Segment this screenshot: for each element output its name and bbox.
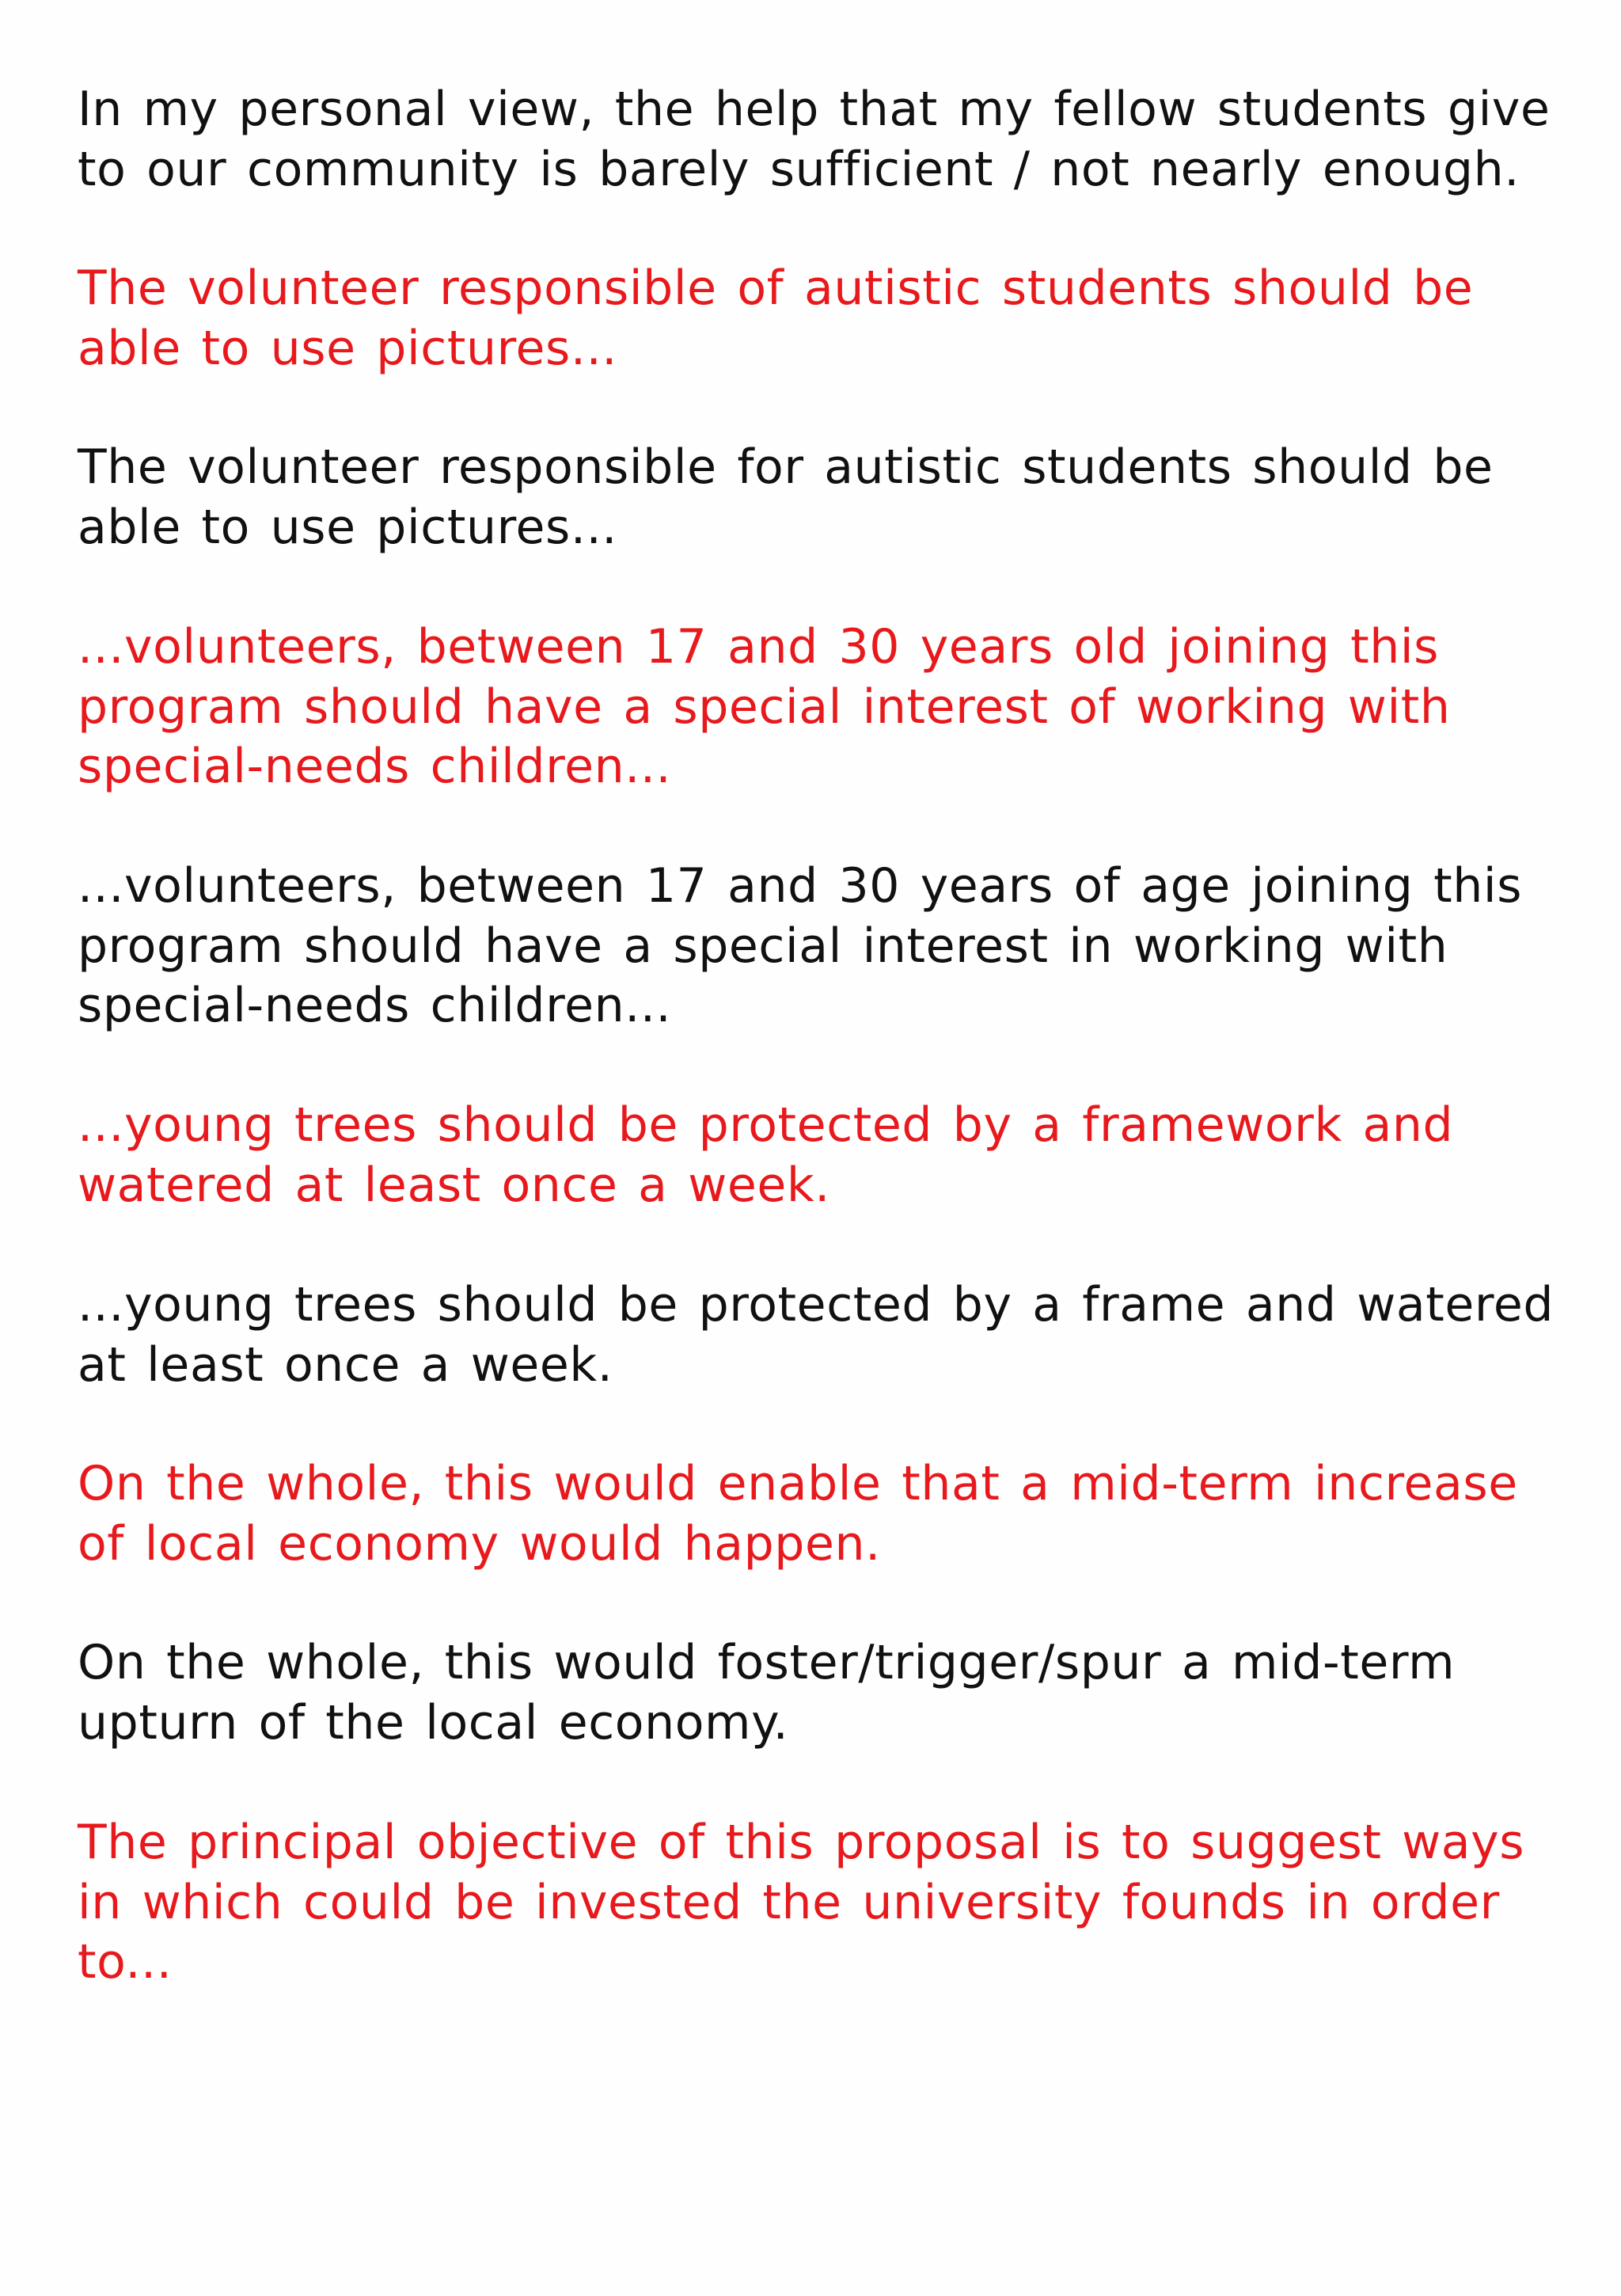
text-line: The volunteer responsible for autistic students should be [78,439,1494,495]
paragraph-corrected [78,1275,1581,1395]
paragraph-incorrect [78,1454,1581,1574]
paragraph-corrected [78,1633,1581,1753]
text-line: ...volunteers, between 17 and 30 years old joining this [78,619,1440,675]
text-line: On the whole, this would foster/trigger/spur a mid-term [78,1635,1456,1690]
text-line: watered at least once a week. [78,1157,830,1213]
text-line: in which could be invested the university founds in order [78,1874,1500,1930]
text-line: program should have a special interest of working with [78,679,1451,735]
text-line: In my personal view, the help that my fellow students give [78,82,1551,137]
text-line: program should have a special interest in working with [78,918,1448,974]
text-line: able to use pictures... [78,499,617,555]
paragraph-incorrect [78,618,1581,797]
text-line: upturn of the local economy. [78,1694,789,1751]
paragraph-corrected [78,857,1581,1036]
text-line: to... [78,1934,173,1990]
text-line: The volunteer responsible of autistic students should be [78,260,1474,316]
text-line: of local economy would happen. [78,1515,881,1572]
text-line: special-needs children... [78,978,672,1033]
text-line: special-needs children... [78,739,672,794]
text-line: at least once a week. [78,1336,613,1393]
text-line: ...volunteers, between 17 and 30 years of age joining this [78,858,1523,914]
text-line: ...young trees should be protected by a frame and watered [78,1277,1555,1332]
paragraph-corrected [78,438,1581,557]
paragraph-incorrect [78,1813,1581,1993]
paragraph-incorrect [78,1096,1581,1215]
paragraph-incorrect [78,259,1581,378]
text-line: to our community is barely sufficient / not nearly enough. [78,141,1520,197]
text-line: On the whole, this would enable that a mid-term increase [78,1456,1518,1511]
paragraph-corrected [78,80,1581,200]
text-line: ...young trees should be protected by a framework and [78,1097,1454,1153]
text-line: The principal objective of this proposal is to suggest ways [78,1815,1525,1870]
text-line: able to use pictures... [78,320,617,376]
